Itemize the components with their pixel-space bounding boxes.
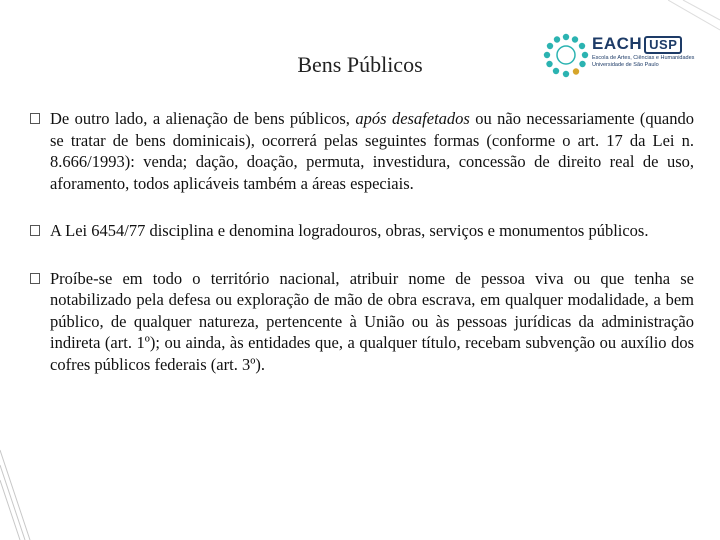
logo-subtitle: Escola de Artes, Ciências e Humanidades Universidade de São Paulo (592, 55, 695, 68)
bullet-box-icon (30, 273, 40, 284)
bullet-box-icon (30, 225, 40, 236)
logo-name: EACH (592, 34, 643, 53)
each-usp-logo (542, 26, 702, 86)
bullet-text: Proíbe-se em todo o território nacional, atribuir nome de pessoa viva ou que tenha se notabilizado pela defesa ou exploração de mão de obra escrava, em qualquer modalidade, a bem público, de qualquer natureza, pertencente à União ou às pessoas jurídicas da administração indireta (art. 1º); ou ainda, às entidades que, a qualquer título, recebam subvenção ou auxílio dos cofres públicos federais (art. 3º). (50, 268, 694, 374)
italic-phrase: após desafetados (355, 109, 470, 128)
bullet-text: A Lei 6454/77 disciplina e denomina logradouros, obras, serviços e monumentos públicos. (50, 221, 649, 240)
bullet-list (30, 108, 694, 401)
bullet-text: De outro lado, a alienação de bens públicos, após desafetados ou não necessariamente (quando se tratar de bens dominicais), ocorrerá pelas seguintes formas (conforme o art. 17 da Lei n. 8.666/1993): venda; dação, doação, permuta, investidura, concessão de direito real de uso, aforamento, todos aplicáveis também a áreas especiais. (50, 109, 694, 193)
slide-title: Bens Públicos (297, 52, 423, 77)
each-emblem-icon (542, 32, 590, 80)
corner-decoration-left (0, 440, 40, 540)
logo-university: USP (644, 36, 682, 54)
bullet-item (30, 268, 694, 376)
bullet-item (30, 108, 694, 194)
bullet-item (30, 220, 694, 242)
bullet-box-icon (30, 113, 40, 124)
